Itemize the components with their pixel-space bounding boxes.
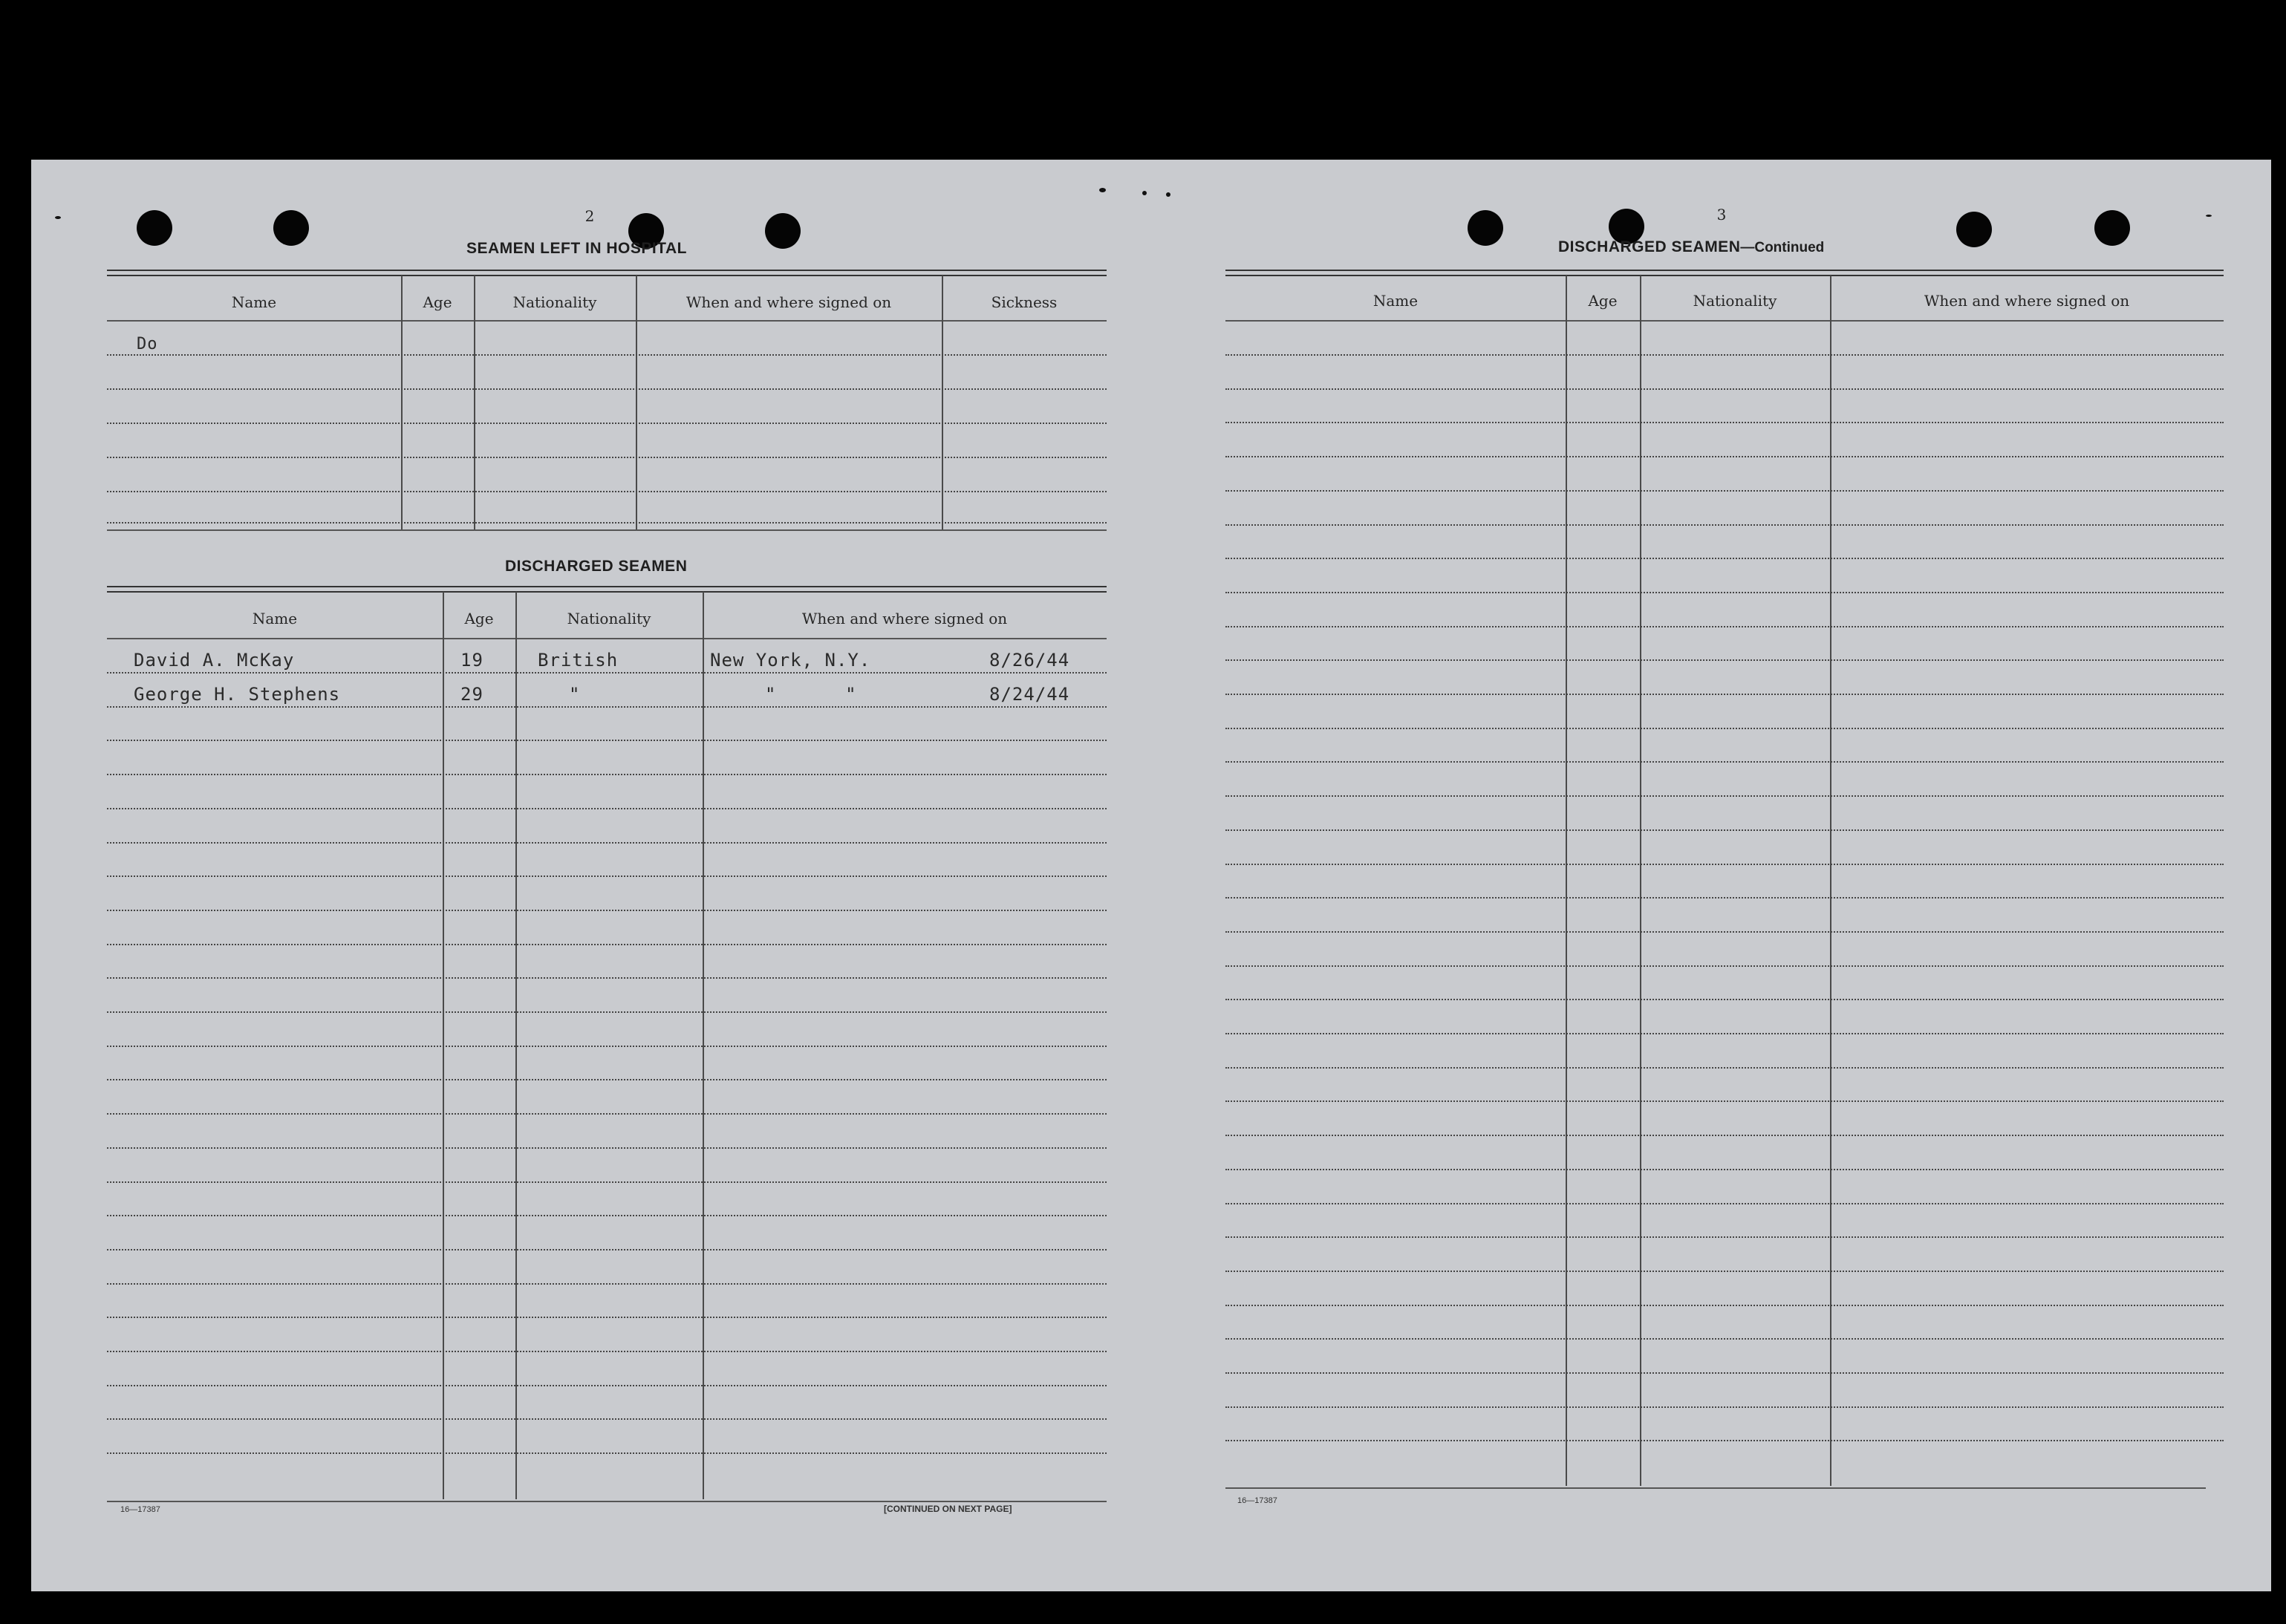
- row-line: [107, 1011, 1107, 1013]
- row-line: [1225, 1169, 2224, 1170]
- table-top-rule: [107, 275, 1107, 276]
- row-line: [1225, 1203, 2224, 1204]
- header-age: Age: [423, 293, 452, 311]
- row-line: [1225, 524, 2224, 526]
- row-line: [1225, 999, 2224, 1000]
- row-line: [1225, 694, 2224, 695]
- discharged-row-age: 19: [460, 650, 483, 671]
- binder-hole: [137, 210, 172, 246]
- discharged-row-date: 8/26/44: [989, 650, 1070, 671]
- hospital-row-name: Do: [137, 335, 158, 353]
- row-line: [1225, 558, 2224, 559]
- form-number-right: 16—17387: [1237, 1496, 1277, 1505]
- table-bottom-rule: [107, 529, 1107, 531]
- row-line: [1225, 761, 2224, 763]
- row-line: [107, 875, 1107, 877]
- row-line: [1225, 1033, 2224, 1034]
- row-line: [107, 740, 1107, 741]
- discharged-continued-table: [1225, 270, 2224, 1502]
- discharged-row-nationality: British: [538, 650, 619, 671]
- header-name: Name: [231, 293, 277, 311]
- page-number-left: 2: [584, 207, 595, 225]
- discharged-row-nationality: ": [569, 684, 581, 705]
- row-line: [107, 1046, 1107, 1047]
- discharged-row-date: 8/24/44: [989, 684, 1070, 705]
- row-line: [107, 1249, 1107, 1250]
- row-line: [1225, 1236, 2224, 1238]
- row-line: [107, 1283, 1107, 1285]
- row-line: [1225, 931, 2224, 933]
- row-line: [107, 977, 1107, 979]
- row-line: [107, 808, 1107, 809]
- row-line: [107, 522, 1107, 524]
- header-nationality: Nationality: [1693, 292, 1777, 310]
- row-line: [107, 842, 1107, 844]
- row-line: [1225, 422, 2224, 423]
- title-main: DISCHARGED SEAMEN: [1558, 238, 1741, 255]
- row-line: [107, 1317, 1107, 1318]
- header-when-where: When and where signed on: [801, 610, 1008, 627]
- scanned-sheet: [31, 160, 2271, 1591]
- header-age: Age: [1588, 292, 1618, 310]
- row-line: [1225, 1135, 2224, 1136]
- row-line: [107, 1418, 1107, 1420]
- row-line: [1225, 864, 2224, 865]
- binder-hole: [1468, 210, 1503, 246]
- row-line: [1225, 1372, 2224, 1374]
- row-line: [107, 423, 1107, 424]
- row-line: [1225, 626, 2224, 627]
- header-when-where: When and where signed on: [686, 293, 892, 311]
- header-rule: [107, 320, 1107, 322]
- header-nationality: Nationality: [512, 293, 597, 311]
- row-line: [1225, 965, 2224, 967]
- row-line: [1225, 1305, 2224, 1306]
- row-line: [1225, 1338, 2224, 1340]
- discharged-table: [107, 586, 1107, 1522]
- binder-hole: [273, 210, 309, 246]
- discharged-row-place: New York, N.Y.: [710, 650, 871, 671]
- header-name: Name: [1372, 292, 1419, 310]
- header-sickness: Sickness: [991, 293, 1058, 311]
- speck: [1099, 188, 1106, 192]
- row-line: [107, 1147, 1107, 1149]
- table-top-rule: [107, 270, 1107, 271]
- row-line: [107, 388, 1107, 390]
- row-line: [1225, 795, 2224, 797]
- header-when-where: When and where signed on: [1924, 292, 2130, 310]
- row-line: [107, 672, 1107, 674]
- binder-hole: [2094, 210, 2130, 246]
- row-line: [1225, 1100, 2224, 1102]
- speck: [2206, 215, 2212, 217]
- row-line: [1225, 1440, 2224, 1441]
- row-line: [107, 354, 1107, 356]
- speck: [1166, 192, 1170, 197]
- row-line: [107, 774, 1107, 775]
- row-line: [107, 1079, 1107, 1080]
- row-line: [1225, 829, 2224, 831]
- title-suffix: —Continued: [1740, 240, 1825, 255]
- row-line: [1225, 1406, 2224, 1408]
- row-line: [107, 491, 1107, 492]
- table-bottom-rule: [107, 1501, 1107, 1502]
- header-rule: [107, 638, 1107, 639]
- binder-hole: [1956, 212, 1992, 247]
- binder-hole: [765, 213, 801, 249]
- discharged-row-age: 29: [460, 684, 483, 705]
- table-top-rule: [107, 586, 1107, 587]
- row-line: [107, 457, 1107, 458]
- discharged-row-name: George H. Stephens: [134, 684, 341, 705]
- row-line: [1225, 388, 2224, 390]
- header-rule: [1225, 320, 2224, 322]
- form-number-left: 16—17387: [120, 1505, 160, 1514]
- row-line: [107, 1113, 1107, 1115]
- table-top-rule: [107, 591, 1107, 593]
- hospital-section-title: SEAMEN LEFT IN HOSPITAL: [466, 240, 687, 257]
- header-name: Name: [252, 610, 298, 627]
- discharged-section-title: DISCHARGED SEAMEN: [505, 558, 688, 575]
- row-line: [107, 1215, 1107, 1216]
- row-line: [1225, 728, 2224, 729]
- row-line: [107, 1181, 1107, 1183]
- discharged-row-name: David A. McKay: [134, 650, 295, 671]
- page-number-right: 3: [1716, 206, 1727, 224]
- row-line: [1225, 897, 2224, 899]
- header-age: Age: [464, 610, 494, 627]
- row-line: [107, 1351, 1107, 1352]
- row-line: [107, 944, 1107, 945]
- row-line: [1225, 1271, 2224, 1272]
- row-line: [107, 1385, 1107, 1386]
- row-line: [1225, 1067, 2224, 1069]
- discharged-continued-title: [1558, 238, 1824, 256]
- speck: [1142, 191, 1147, 195]
- table-top-rule: [1225, 275, 2224, 276]
- row-line: [1225, 354, 2224, 356]
- row-line: [1225, 490, 2224, 492]
- row-line: [1225, 456, 2224, 457]
- discharged-row-place: " ": [765, 684, 857, 705]
- continued-note: [CONTINUED ON NEXT PAGE]: [884, 1504, 1012, 1514]
- table-bottom-rule: [1225, 1487, 2206, 1489]
- speck: [55, 216, 61, 219]
- header-nationality: Nationality: [567, 610, 651, 627]
- row-line: [107, 1452, 1107, 1454]
- row-line: [1225, 659, 2224, 661]
- table-top-rule: [1225, 270, 2224, 271]
- row-line: [107, 910, 1107, 911]
- row-line: [1225, 592, 2224, 593]
- row-line: [107, 706, 1107, 708]
